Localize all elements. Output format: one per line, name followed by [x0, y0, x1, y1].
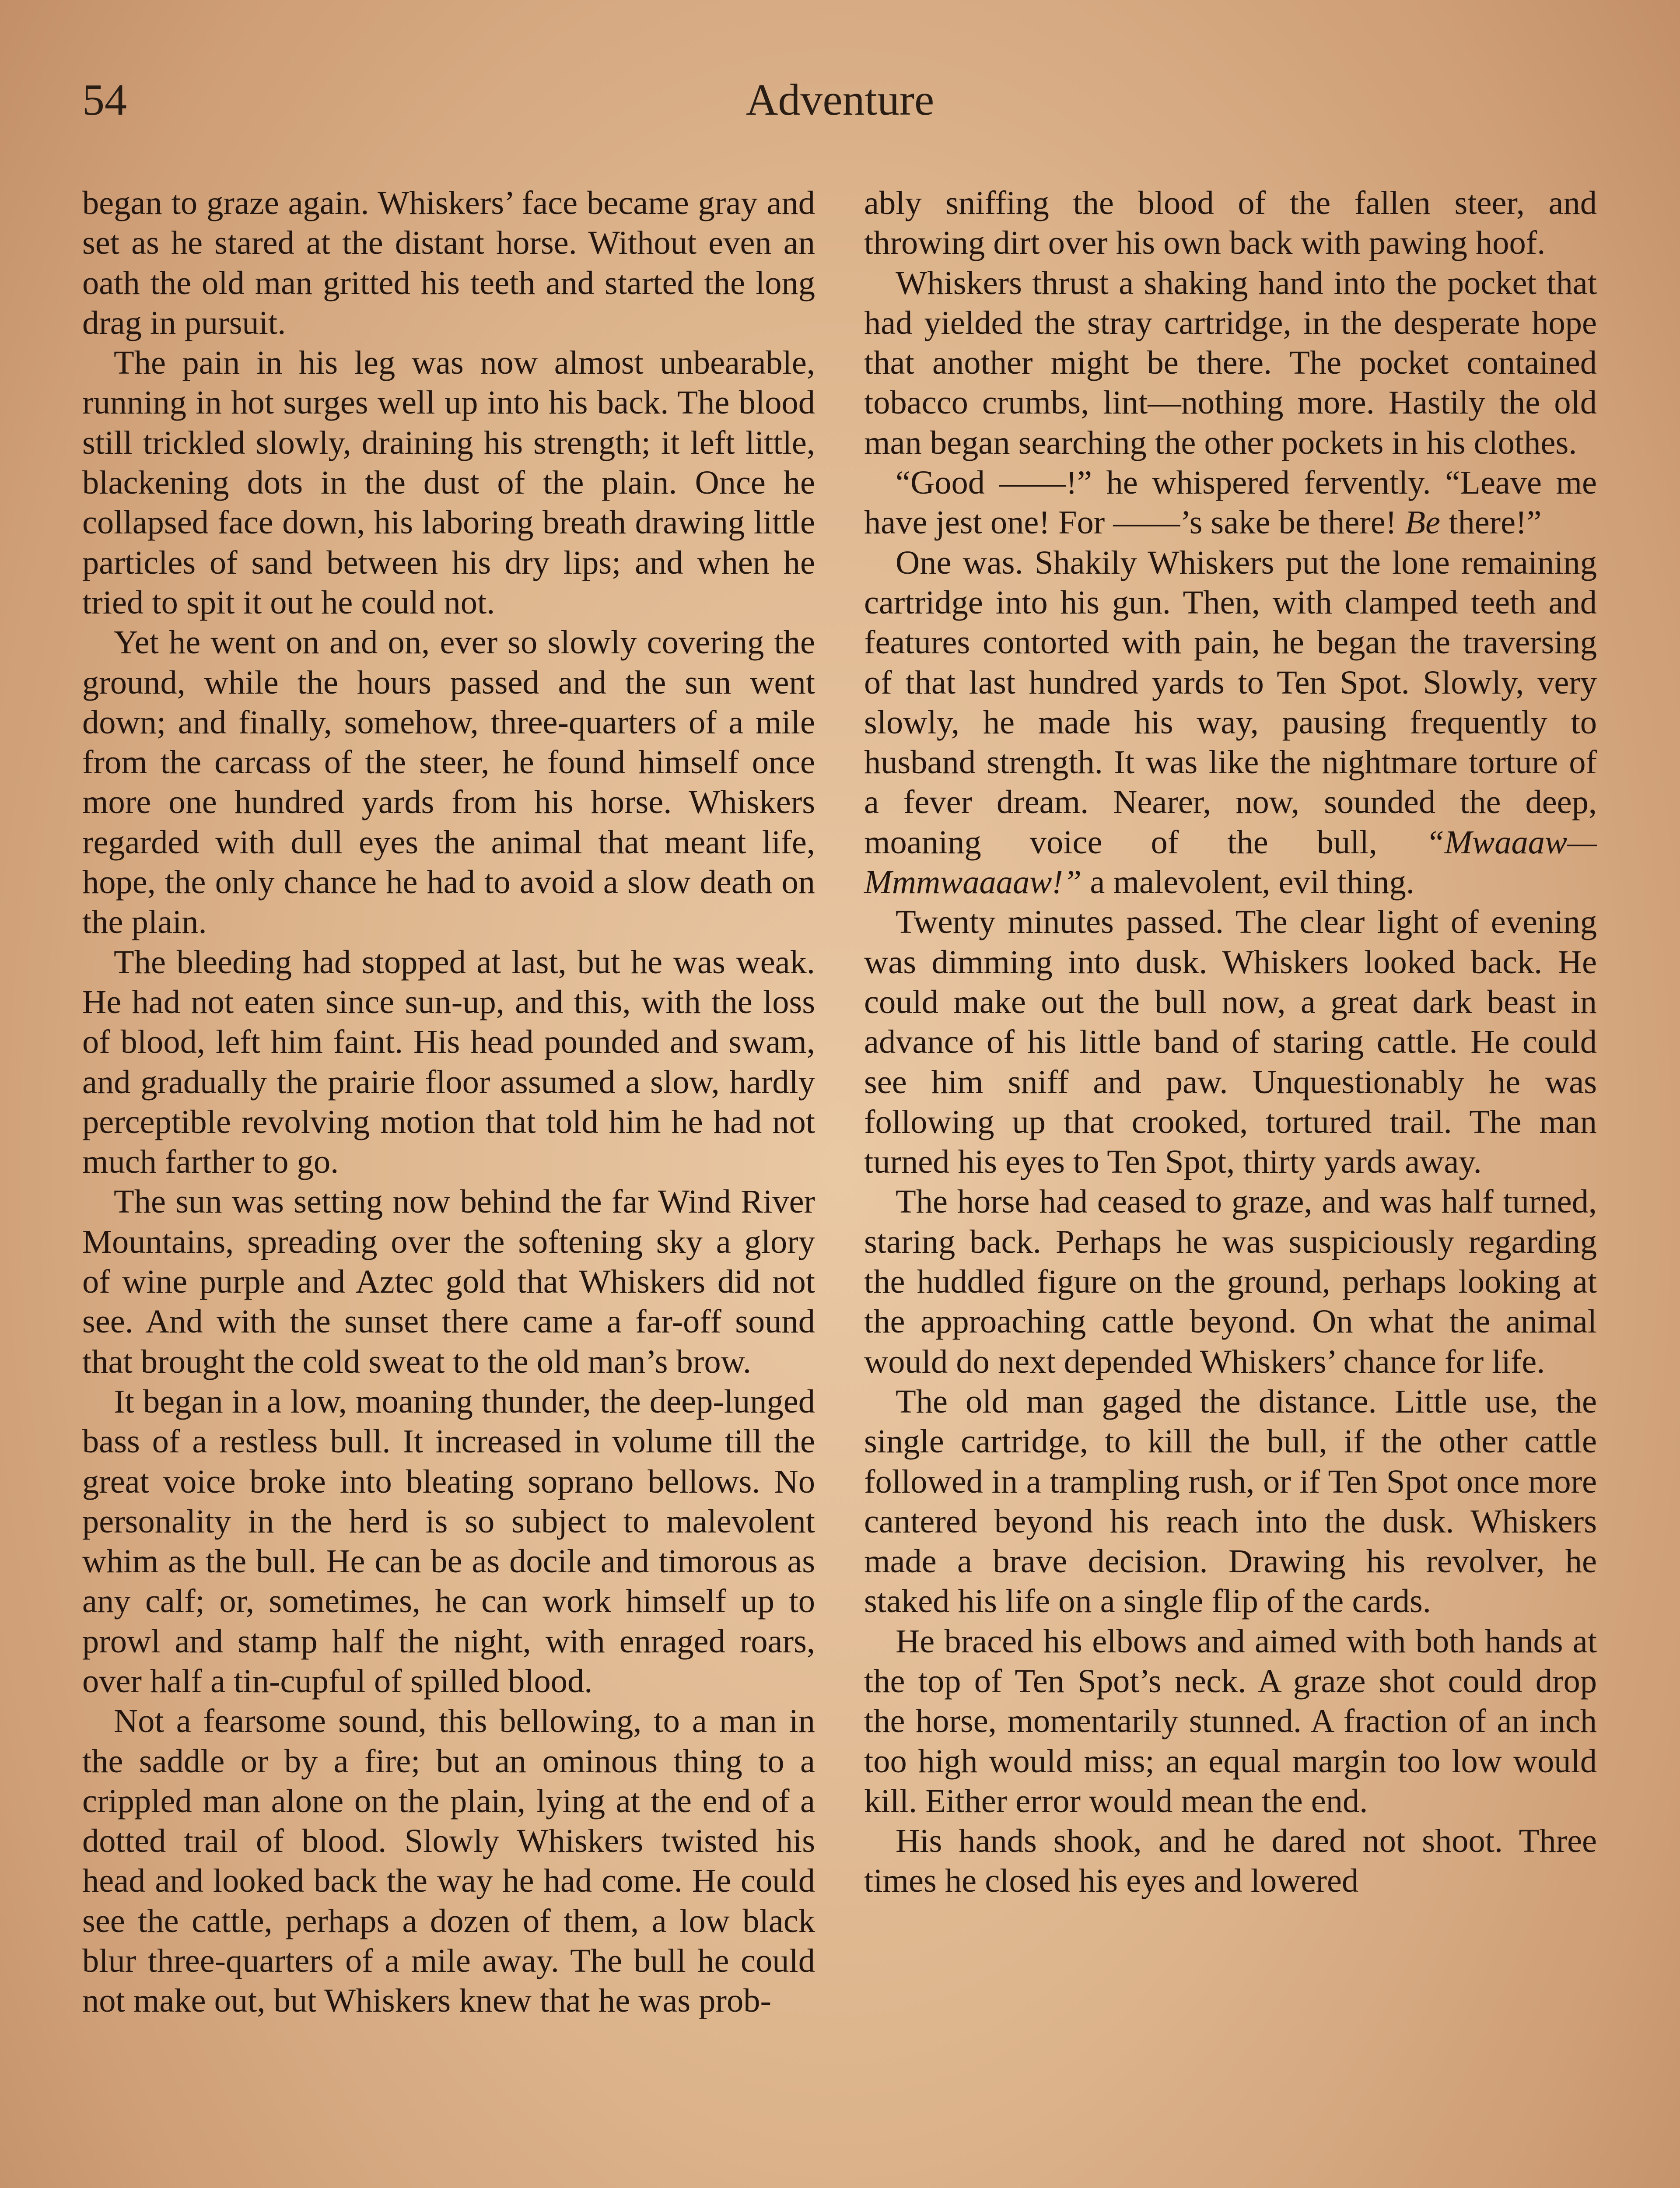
paragraph: The bleeding had stopped at last, but he was weak. He had not eaten since sun-up, and this, with the loss of blood, left him faint. His head pounded and swam, and gradually the prairie floor assumed a slow, hardly perceptible revolving motion that told him he had not much farther to go. — [82, 943, 815, 1181]
paragraph-text: One was. Shakily Whiskers put the lone remaining cartridge into his gun. Then, with clamped teeth and features contorted with pain, he began the traversing of that last hundred yards to Ten Spot. Slowly, very slowly, he made his way, pausing frequently to husband strength. It was like the nightmare torture of a fever dream. Nearer, now, sounded the deep, moaning voice of the bull, — [864, 543, 1597, 861]
running-title: Adventure — [746, 75, 934, 125]
left-column — [82, 183, 815, 2021]
emphasis-text: “Mwaaaw—Mmmwaaaaw!” — [864, 823, 1597, 901]
paragraph: Yet he went on and on, ever so slowly covering the ground, while the hours passed and the sun went down; and finally, somehow, three-quarters of a mile from the carcass of the steer, he found himself once more one hundred yards from his horse. Whiskers regarded with dull eyes the animal that meant life, hope, the only chance he had to avoid a slow death on the plain. — [82, 624, 815, 941]
paragraph-text: a malevolent, evil thing. — [1082, 863, 1414, 901]
paragraph: It began in a low, moaning thunder, the deep-lunged bass of a restless bull. It increased in volume till the great voice broke into bleating soprano bellows. No personality in the herd is so subject to malevolent whim as the bull. He can be as docile and timorous as any calf; or, sometimes, he can work himself up to prowl and stamp half the night, with enraged roars, over half a tin-cupful of spilled blood. — [82, 1382, 815, 1700]
page-number: 54 — [82, 75, 127, 125]
paragraph — [864, 463, 1597, 543]
emphasis-text: Be — [1405, 504, 1441, 541]
paragraph: Not a fearsome sound, this bellowing, to a man in the saddle or by a fire; but an ominous thing to a crippled man alone on the plain, lying at the end of a dotted trail of blood. Slowly Whiskers twisted his head and looked back the way he had come. He could see the cattle, perhaps a dozen of them, a low black blur three-quarters of a mile away. The bull he could not make out, but Whiskers knew that he was prob- — [82, 1702, 815, 2020]
paragraph: ably sniffing the blood of the fallen steer, and throwing dirt over his own back with pawing hoof. — [864, 184, 1597, 262]
paragraph — [864, 543, 1597, 902]
paragraph: Whiskers thrust a shaking hand into the pocket that had yielded the stray cartridge, in the desperate hope that another might be there. The pocket contained tobacco crumbs, lint—nothing more. Hastily the old man began searching the other pockets in his clothes. — [864, 264, 1597, 461]
paragraph-text: “Good ——!” he whispered fervently. “Leave me have jest one! For ——’s sake be there! — [864, 464, 1597, 541]
paragraph: The sun was setting now behind the far Wind River Mountains, spreading over the softening sky a glory of wine purple and Aztec gold that Whiskers did not see. And with the sunset there came a far-off sound that brought the cold sweat to the old man’s brow. — [82, 1183, 815, 1380]
paragraph-text: there!” — [1440, 504, 1542, 541]
paragraph: began to graze again. Whiskers’ face became gray and set as he stared at the distant horse. Without even an oath the old man gritted his teeth and started the long drag in pursuit. — [82, 184, 815, 341]
paragraph: The old man gaged the distance. Little use, the single cartridge, to kill the bull, if the other cattle followed in a trampling rush, or if Ten Spot once more cantered beyond his reach into the dusk. Whiskers made a brave decision. Drawing his revolver, he staked his life on a single flip of the cards. — [864, 1382, 1597, 1620]
paragraph: The pain in his leg was now almost unbearable, running in hot surges well up into his back. The blood still trickled slowly, draining his strength; it left little, blackening dots in the dust of the plain. Once he collapsed face down, his laboring breath drawing little particles of sand between his dry lips; and when he tried to spit it out he could not. — [82, 344, 815, 621]
paragraph: He braced his elbows and aimed with both hands at the top of Ten Spot’s neck. A graze shot could drop the horse, momentarily stunned. A fraction of an inch too high would miss; an equal margin too low would kill. Either error would mean the end. — [864, 1622, 1597, 1820]
paragraph: Twenty minutes passed. The clear light of evening was dimming into dusk. Whiskers looked back. He could make out the bull now, a great dark beast in advance of his little band of staring cattle. He could see him sniff and paw. Unquestionably he was following up that crooked, tortured trail. The man turned his eyes to Ten Spot, thirty yards away. — [864, 903, 1597, 1181]
paragraph: His hands shook, and he dared not shoot. Three times he closed his eyes and lowered — [864, 1822, 1597, 1900]
right-column — [864, 183, 1597, 1901]
paragraph: The horse had ceased to graze, and was half turned, staring back. Perhaps he was suspiciously regarding the huddled figure on the ground, perhaps looking at the approaching cattle beyond. On what the animal would do next depended Whiskers’ chance for life. — [864, 1183, 1597, 1380]
